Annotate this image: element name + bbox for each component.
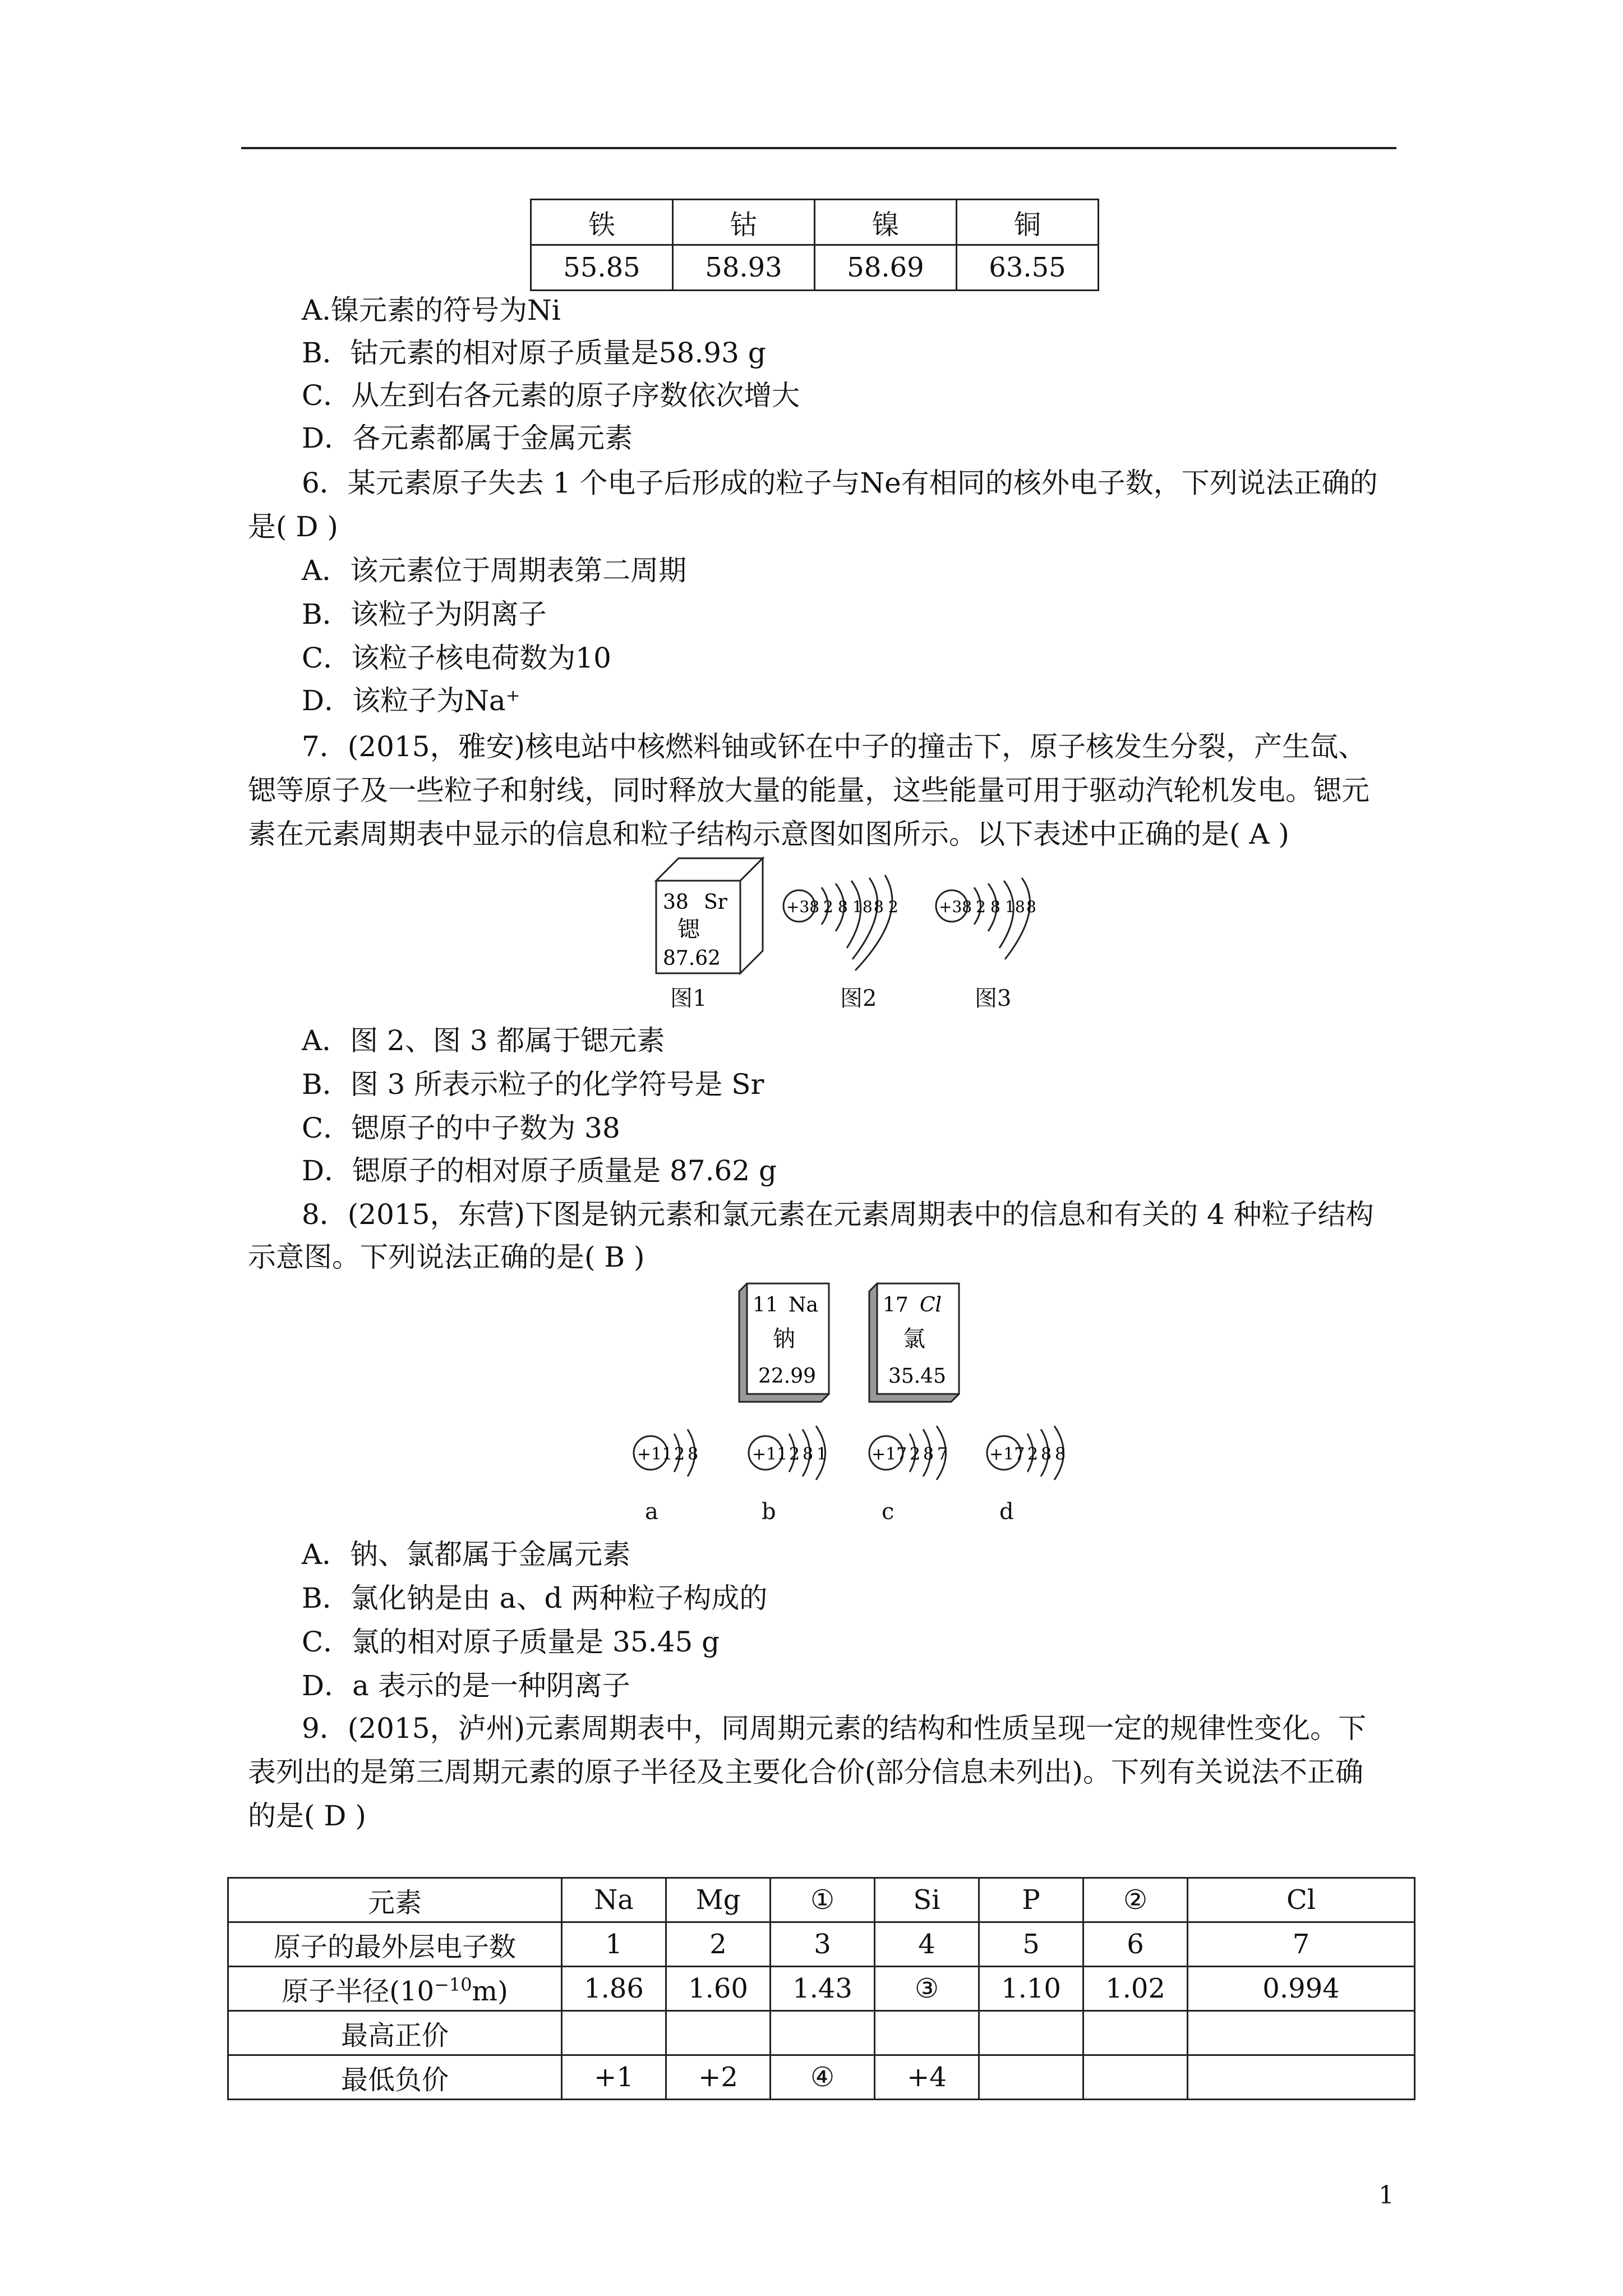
low-valence-cell: +4 <box>875 2055 979 2100</box>
na-cell-symbol: Na <box>789 1294 818 1317</box>
q7-option-c: C．锶原子的中子数为 38 <box>302 1112 620 1144</box>
radius-cell: 1.60 <box>666 1967 771 2011</box>
sr-atom3-shell: 8 <box>1026 898 1036 916</box>
cl-cell-mass: 35.45 <box>888 1365 947 1388</box>
atom-b-nucleus: +11 <box>752 1444 788 1464</box>
electron-cell: 2 <box>666 1922 771 1967</box>
low-valence-cell <box>979 2055 1083 2100</box>
element-cell: P <box>979 1878 1083 1922</box>
element-cell: Si <box>875 1878 979 1922</box>
row-label-radius: 原子半径$(10^{-10}m)$ <box>228 1967 562 2011</box>
q7-stem-line1: 7．(2015，雅安)核电站中核燃料铀或钚在中子的撞击下，原子核发生分裂，产生氙、 <box>302 730 1367 763</box>
element-cell: Cl <box>1188 1878 1415 1922</box>
table1-header: 钴 <box>673 200 815 245</box>
q5-option-d: D．各元素都属于金属元素 <box>302 422 633 454</box>
atom-c-shell: 8 <box>923 1444 934 1464</box>
element-cell: Na <box>562 1878 666 1922</box>
q9-stem-line2: 表列出的是第三周期元素的原子半径及主要化合价(部分信息未列出)。下列有关说法不正确 <box>248 1756 1364 1788</box>
atom-c-nucleus: +17 <box>872 1444 907 1464</box>
q6-stem-line1: 6．某元素原子失去 1 个电子后形成的粒子与Ne有相同的核外电子数，下列说法正确的 <box>302 467 1378 499</box>
high-valence-cell <box>771 2011 875 2055</box>
q8-option-d: D．a 表示的是一种阴离子 <box>302 1669 630 1702</box>
q8-option-c: C．氯的相对原子质量是 35.45 g <box>302 1626 720 1658</box>
q6-option-d: D．该粒子为Na⁺ <box>302 684 521 717</box>
atom-label: a <box>645 1499 658 1525</box>
atom-d-shell: 2 <box>1027 1444 1039 1464</box>
high-valence-cell <box>666 2011 771 2055</box>
high-valence-cell <box>1083 2011 1188 2055</box>
atom-d-nucleus: +17 <box>989 1444 1025 1464</box>
figure-label: 图3 <box>975 986 1012 1011</box>
sr-atom2-shell: 2 <box>823 898 833 916</box>
radius-cell: 0.994 <box>1188 1967 1415 2011</box>
q8-stem-line1: 8．(2015，东营)下图是钠元素和氯元素在元素周期表中的信息和有关的 4 种粒子结构 <box>302 1198 1374 1231</box>
low-valence-cell <box>1083 2055 1188 2100</box>
sr-cell-number: 38 <box>663 891 689 914</box>
na-cl-cells <box>735 1279 987 1408</box>
radius-cell: 1.02 <box>1083 1967 1188 2011</box>
atom-label: b <box>762 1499 776 1525</box>
q7-option-d: D．锶原子的相对原子质量是 87.62 g <box>302 1154 777 1187</box>
sr-cell-symbol: Sr <box>704 891 727 914</box>
atom-label: d <box>999 1499 1014 1525</box>
high-valence-cell <box>1188 2011 1415 2055</box>
table1-header: 铁 <box>531 200 673 245</box>
q7-stem-line2: 锶等原子及一些粒子和射线，同时释放大量的能量，这些能量可用于驱动汽轮机发电。锶元 <box>248 774 1370 807</box>
page-number: 1 <box>1378 2181 1394 2210</box>
q8-option-a: A．钠、氯都属于金属元素 <box>302 1538 631 1571</box>
high-valence-cell <box>562 2011 666 2055</box>
sr-atom3-shell: 2 <box>976 898 986 916</box>
atom-a-shell: 2 <box>674 1444 685 1464</box>
figure-label: 图2 <box>840 986 877 1011</box>
low-valence-cell: +2 <box>666 2055 771 2100</box>
cl-cell-number: 17 <box>883 1294 909 1317</box>
atom-b-shell: 2 <box>789 1444 800 1464</box>
na-cl-atom-diagrams <box>623 1414 1082 1492</box>
sr-cell-mass: 87.62 <box>663 947 721 970</box>
radius-exponent: −10 <box>434 1973 472 1995</box>
low-valence-cell: ④ <box>771 2055 875 2100</box>
atom-c-shell: 7 <box>937 1444 948 1464</box>
q6-option-b: B．该粒子为阴离子 <box>302 598 547 631</box>
q5-option-c: C．从左到右各元素的原子序数依次增大 <box>302 379 800 412</box>
electron-cell: 7 <box>1188 1922 1415 1967</box>
radius-cell: ③ <box>875 1967 979 2011</box>
electron-cell: 4 <box>875 1922 979 1967</box>
q6-stem-line2: 是( D ) <box>248 510 338 543</box>
table1-header: 铜 <box>957 200 1099 245</box>
atom-d-shell: 8 <box>1041 1444 1052 1464</box>
header-rule <box>241 147 1396 149</box>
sr-atom3-nucleus: +38 <box>939 898 972 916</box>
atom-d-shell: 8 <box>1055 1444 1066 1464</box>
atomic-mass-table <box>530 199 1099 291</box>
cl-cell-symbol: Cl <box>920 1294 942 1317</box>
row-label: 最高正价 <box>228 2011 562 2055</box>
row-label: 原子的最外层电子数 <box>228 1922 562 1967</box>
sr-atom2-shell: 8 <box>874 898 884 916</box>
sr-cell-name: 锶 <box>677 917 700 942</box>
q6-option-a: A．该元素位于周期表第二周期 <box>302 554 687 587</box>
electron-cell: 1 <box>562 1922 666 1967</box>
table1-cell: 63.55 <box>957 245 1099 291</box>
electron-cell: 6 <box>1083 1922 1188 1967</box>
element-cell: ② <box>1083 1878 1188 1922</box>
radius-cell: 1.10 <box>979 1967 1083 2011</box>
cl-cell-name: 氯 <box>903 1326 925 1352</box>
row-label: 最低负价 <box>228 2055 562 2100</box>
na-cell-number: 11 <box>753 1294 778 1317</box>
radius-cell: 1.86 <box>562 1967 666 2011</box>
atom-c-shell: 2 <box>910 1444 921 1464</box>
low-valence-cell <box>1188 2055 1415 2100</box>
electron-cell: 3 <box>771 1922 875 1967</box>
element-cell: ① <box>771 1878 875 1922</box>
element-cell: Mg <box>666 1878 771 1922</box>
row-label: 元素 <box>228 1878 562 1922</box>
q7-stem-line3: 素在元素周期表中显示的信息和粒子结构示意图如图所示。以下表述中正确的是( A ) <box>248 818 1289 850</box>
figure-label: 图1 <box>670 986 707 1011</box>
q5-option-a: A.镍元素的符号为Ni <box>302 294 561 326</box>
atom-a-shell: 8 <box>688 1444 699 1464</box>
low-valence-cell: +1 <box>562 2055 666 2100</box>
atom-b-shell: 8 <box>803 1444 814 1464</box>
period3-table <box>227 1877 1415 2100</box>
q7-option-b: B．图 3 所表示粒子的化学符号是 Sr <box>302 1068 764 1101</box>
q6-option-c: C．该粒子核电荷数为10 <box>302 642 611 674</box>
na-cell-mass: 22.99 <box>758 1365 817 1388</box>
strontium-figure <box>651 853 1088 999</box>
high-valence-cell <box>979 2011 1083 2055</box>
sr-atom2-shell: 18 <box>852 898 873 916</box>
atom-label: c <box>882 1499 895 1525</box>
q5-option-b: B．钴元素的相对原子质量是58.93 g <box>302 337 766 369</box>
radius-cell: 1.43 <box>771 1967 875 2011</box>
q8-stem-line2: 示意图。下列说法正确的是( B ) <box>248 1241 645 1273</box>
high-valence-cell <box>875 2011 979 2055</box>
na-cell-name: 钠 <box>773 1326 795 1352</box>
q7-option-a: A．图 2、图 3 都属于锶元素 <box>302 1024 665 1057</box>
table1-cell: 58.93 <box>673 245 815 291</box>
table1-header: 镍 <box>815 200 957 245</box>
table1-cell: 55.85 <box>531 245 673 291</box>
sr-atom2-shell: 8 <box>838 898 848 916</box>
sr-atom2-nucleus: +38 <box>786 898 820 916</box>
sr-atom3-shell: 8 <box>990 898 1000 916</box>
electron-cell: 5 <box>979 1922 1083 1967</box>
sr-atom2-shell: 2 <box>888 898 898 916</box>
q8-option-b: B．氯化钠是由 a、d 两种粒子构成的 <box>302 1582 768 1614</box>
sr-atom3-shell: 18 <box>1005 898 1025 916</box>
atom-a-nucleus: +11 <box>637 1444 673 1464</box>
q9-stem-line3: 的是( D ) <box>248 1800 366 1832</box>
atom-b-shell: 1 <box>817 1444 828 1464</box>
q9-stem-line1: 9．(2015，泸州)元素周期表中，同周期元素的结构和性质呈现一定的规律性变化。下 <box>302 1712 1367 1745</box>
table1-cell: 58.69 <box>815 245 957 291</box>
